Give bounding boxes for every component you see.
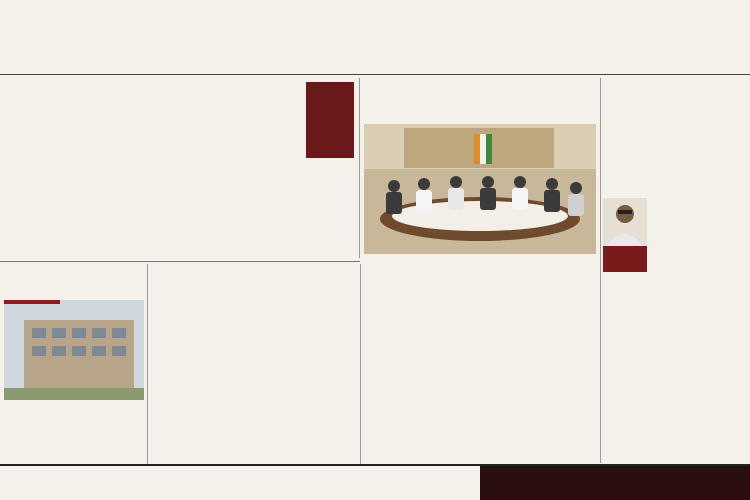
story-main-kicker (306, 82, 354, 158)
portrait-icon (603, 198, 647, 246)
rule-v-1 (359, 78, 360, 258)
sachin-sawant-photo (603, 198, 647, 246)
neet-meeting-photo (364, 124, 596, 254)
story-cet-texture (603, 140, 748, 460)
rule-v-4 (360, 264, 361, 464)
story-main-texture (4, 168, 354, 258)
building-illustration (4, 300, 144, 400)
story-cet-byline (603, 246, 647, 272)
bottom-right-band (480, 466, 750, 500)
story-amity-body (4, 404, 144, 466)
rule-v-3 (147, 264, 148, 464)
story-fuel-texture (150, 330, 358, 460)
story-neet-texture (364, 280, 596, 460)
rule-v-2 (600, 78, 601, 463)
top-strip-texture (0, 0, 750, 74)
amity-university-photo (4, 300, 144, 400)
top-strip-rule (0, 74, 750, 75)
rule-h-mid (0, 261, 360, 262)
story-amity-kicker (4, 300, 60, 304)
meeting-photo-illustration (364, 124, 596, 254)
